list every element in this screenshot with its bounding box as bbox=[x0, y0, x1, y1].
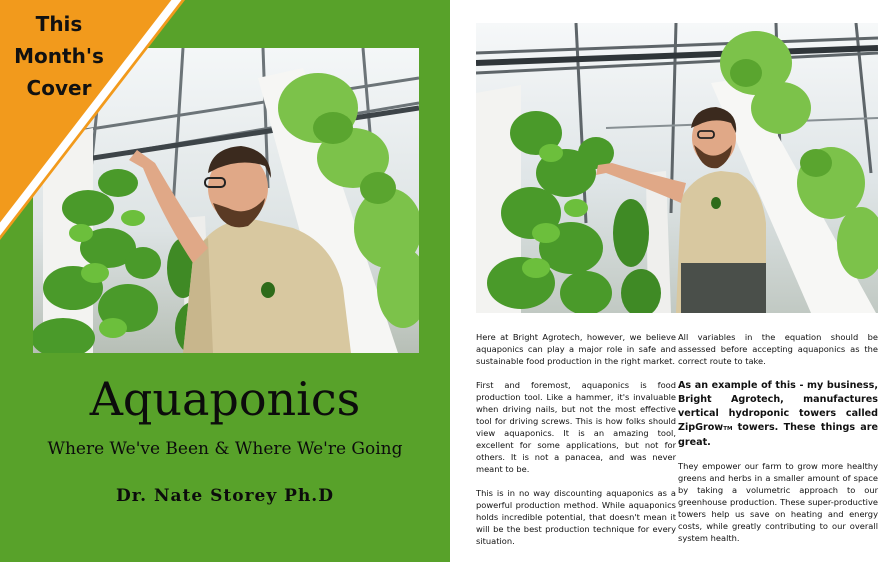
highlight-text: As an example of this - my business, Bright Agrotech, manufactures vertical hydroponic towers called ZipGrow bbox=[678, 380, 878, 433]
banner-line: Month's bbox=[14, 44, 104, 68]
banner-line: Cover bbox=[26, 76, 92, 100]
article-photo bbox=[476, 23, 878, 313]
article-highlight bbox=[678, 379, 878, 450]
article-paragraph: All variables in the equation should be assessed before accepting aquaponics as the correct route to take. bbox=[678, 332, 878, 366]
article-right-column bbox=[678, 331, 878, 556]
article-left-column bbox=[476, 331, 676, 559]
cover-title: Aquaponics bbox=[89, 372, 361, 426]
banner-line: This bbox=[35, 12, 83, 36]
trademark-mark: TM bbox=[723, 426, 733, 432]
article-paragraph: Here at Bright Agrotech, however, we believe aquaponics can play a major role in safe and sustainable food production in the right market. bbox=[476, 332, 676, 366]
article-paragraph: This is in no way discounting aquaponics as a powerful production method. While aquaponics holds incredible potential, that doesn't mean it will be the best production technique for every situation. bbox=[476, 488, 676, 546]
article-photo-illustration bbox=[476, 23, 878, 313]
corner-banner-text bbox=[4, 8, 114, 104]
article-paragraph: First and foremost, aquaponics is food production tool. Like a hammer, it's invaluable when driving nails, but not the most effective tool for driving screws. This is how folks should view aquaponics. It is an amazing tool, excellent for some applications, but not for others. It is not a panacea, and was never meant to be. bbox=[476, 380, 676, 474]
article-paragraph: They empower our farm to grow more healthy greens and herbs in a smaller amount of space by taking a volumetric approach to our greenhouse production. These super-productive towers help us save on heating and energy costs, while greatly contributing to our overall system health. bbox=[678, 461, 878, 543]
cover-author: Dr. Nate Storey Ph.D bbox=[116, 486, 334, 506]
highlight-text-end: towers. These things are great. bbox=[678, 422, 878, 448]
cover-subtitle: Where We've Been & Where We're Going bbox=[47, 439, 403, 459]
